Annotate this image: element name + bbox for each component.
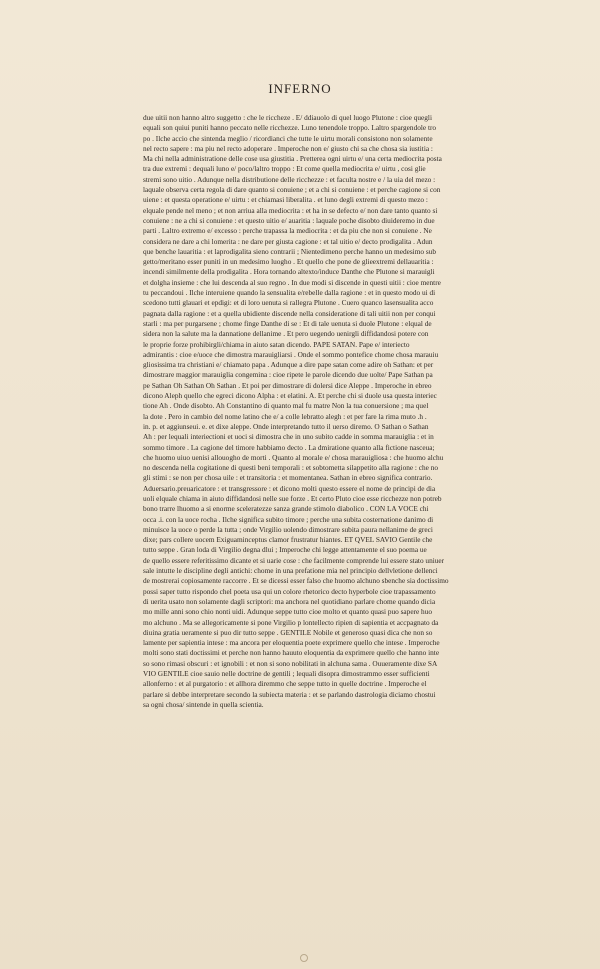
text-line: laquale observa certa regola di dare quanto si conuiene ; et a chi si conuiene : et perche cagione si con xyxy=(143,185,441,195)
text-line: elquale pende nel meno ; et non arriua alla mediocrita : et ha in se defecto e/ non dare tanto quanto si xyxy=(143,205,438,215)
text-line: et dolgha insieme : che lui descenda al suo regno . In due modi si discende in questi uitii : cioe mentre xyxy=(143,277,441,287)
text-line: dixe; pars collere uocem Exiguaminceptus clamor frustratur hiantes. ET QVEL SAVIO Gentile che xyxy=(143,535,433,545)
page-header xyxy=(0,78,600,97)
text-line: bono trarre lhuomo a si enorme sceleratezze sanza grande stimolo diabolico . CON LA VOCE chi xyxy=(143,504,429,514)
text-line: equali son quiui puniti hanno peccato nelle ricchezze. Luno tenendole troppo. Laltro spargendole tro xyxy=(143,123,437,133)
text-line: tu peccandoui . Ilche interuiene quando la sensualita e/rebelle dalla ragione : et in questo modo ui di xyxy=(143,288,436,298)
text-line: in. p. et aggiunseui. e. et dixe aleppe. Onde interpretando tutto il uerso diremo. O Sathan o Sathan xyxy=(143,421,429,431)
text-line: de mostrerai copiosamente raccorre . Et se dicessi esser falso che huomo alchuno sbenche sia doctissimo xyxy=(143,576,449,586)
text-line: Ah : per lequali interiectioni et uoci si dimostra che in uno subito cadde in somma marauiglia : et in xyxy=(143,432,434,442)
text-line: molti sono stati doctissimi et perche non hanno hauuto eloquentia da exprimere quello che hanno inte xyxy=(143,648,440,658)
text-line: diuina gratia ueramente si puo dir tutto seppe . GENTILE Nobile et generoso quasi dica che non so xyxy=(143,627,433,637)
text-line: incendi similmente della prodigalita . Hora tornando altexto/induce Danthe che Plutone si marauigli xyxy=(143,267,435,277)
text-line: la dote . Pero in cambio del nome latino che e/ a colle lebratto alegh : et per fare la rima muto .h . xyxy=(143,411,427,421)
text-line: tione Ah . Onde disobto. Ah Constantino di quanto mal fu matre Non la tua conuersione ; ma quel xyxy=(143,401,429,411)
text-line: possi saper tutto rispondo chel poeta usa qui un colore rhetorico decto hyperbole cioe trapassamento xyxy=(143,586,436,596)
text-line: considera ne dare a chi lomerita : ne dare per giusta cagione : et tal uitio e/ decto prodigalita . Adun xyxy=(143,236,433,246)
text-line: sidera non la salute ma la dannatione dellanime . Et pero uegendo uenirgli diffidandosi potere con xyxy=(143,329,429,339)
text-line: VIO GENTILE cioe sauio nelle doctrine de gentili ; lequali disopra dimostrammo esser sufficienti xyxy=(143,669,430,679)
text-line: due uitii non hanno altro suggetto : che le riccheze . E/ ddiauolo di quel luogo Plutone : cioe quegli xyxy=(143,113,432,122)
text-line: getto/meritano esser puniti in un medesimo luogho . Et quello che pone de glieextremi dellauaritia : xyxy=(143,257,434,267)
text-line: dimostrare maggior marauiglia congemina : cioe ripete le parole dicendo due uolte/ Pape Sathan pa xyxy=(143,370,433,380)
text-line: po . Ilche accio che sintenda meglio / ricordianci che tutte le uirtu morali consistono non solamente xyxy=(143,133,433,143)
running-title: INFERNO xyxy=(268,81,332,96)
text-line: so sono rimasi obscuri : et ignobili : et non si sono nobilitati in alchuna sama . Ouueramente dixe SA xyxy=(143,658,438,668)
text-line: de quello essere referitissimo dicante et si uarie cose : che facilmente comprende lui essere stato uniuer xyxy=(143,555,445,565)
text-line: lamente per sapientia intese : ma ancora per eloquentia poete exprimere quello che intese . Imperoche xyxy=(143,638,440,648)
text-line: parti . Laltro extremo e/ excesso : perche trapassa la mediocrita : et da piu che non si conuiene . Ne xyxy=(143,226,432,236)
text-line: no descenda nella cogitatione di questi beni temporali : et sobtometta silappetito alla ragione : che no xyxy=(143,463,439,473)
text-line: gliosissima tra christiani e/ chiamato papa . Adunque a dire pape satan come adire oh Sathan: et per xyxy=(143,360,434,370)
text-line: Ma chi nella administratione delle cose usa giustitia . Pretterea ogni uirtu e/ una certa mediocrita posta xyxy=(143,154,442,164)
text-line: gli stimi : se non per chosa uile : et transitoria : et momentanea. Sathan in ebreo significa contrario. xyxy=(143,473,433,483)
text-line: sommo timore . La cagione del timore habbiamo decto . La dmiratione quanto alla fictione nasceua; xyxy=(143,442,435,452)
commentary-text-block xyxy=(143,113,535,710)
text-line: minuisce la uoce o perde la tutta ; onde Virgilio uolendo dimostrare subita paura nellanime de greci xyxy=(143,524,433,534)
text-line: mo mille anni sono chio nonti uidi. Adunque seppe tutto cioe molto et quanto quasi puo sapere huo xyxy=(143,607,432,617)
page-stain-mark xyxy=(300,954,308,962)
text-line: occa .i. con la uoce rocha . Ilche significa subito timore ; perche una subita costernatione danimo di xyxy=(143,514,434,524)
text-line: admirantis : cioe e/uoce che dimostra marauigliarsi . Onde el sommo pontefice chome chosa marauiu xyxy=(143,349,439,359)
text-line: sale intutte le discipline degli antichi: chome in una prefatione mia nel principio dellvletione dellenci xyxy=(143,566,438,576)
text-line: di uerita usato non solamente dagli scriptori: ma anchora nel quotidiano parlare chome quando dicia xyxy=(143,596,436,606)
text-line: pagnata dalla ragione : et a quella ubidiente discende nella consideratione di tali uitii non per conqui xyxy=(143,308,436,318)
text-line: uiene : et questa operatione e/ uirtu : et chiamasi liberalita . et luno degli extremi di questo mezo : xyxy=(143,195,428,205)
text-line: scedono tutti glauari et epdigi: et di loro uenuta si rallegra Plutone . Cuero quanco lasensualita acco xyxy=(143,298,434,308)
text-line: uoli elquale chiama in aiuto diffidandosi nelle sue forze . Et certo Pluto cioe esse ricchezze non potreb xyxy=(143,493,442,503)
text-line: allonferno : et al purgatorio : et allhora diremmo che seppe tutto in quelle doctrine . Imperoche el xyxy=(143,679,427,689)
text-line: conuiene : ne a chi si conuiene : et questo uitio e/ auaritia : laquale poche disobto diuideremo in due xyxy=(143,215,435,225)
text-line: sa ogni chosa/ sintende in quella scientia. xyxy=(143,699,264,709)
text-line: le proprie forze prohibirgli/chiama in aiuto satan dicendo. PAPE SATAN. Pape e/ interiecto xyxy=(143,339,410,349)
text-line: starli : ma per purgarsene ; chome finge Danthe di se : Et di tale uenuta si duole Plutone : elqual de xyxy=(143,318,432,328)
text-line: tra due extremi : dequali luno e/ poco/laltro troppo : Et come quella mediocrita e/ uirtu , cosi glie xyxy=(143,164,426,174)
text-line: mo alchuno . Ma se allegoricamente si pone Virgilio p lontellecto ripien di sapientia et accpagnato da xyxy=(143,617,439,627)
text-line: parlare si debbe interpretare secondo la subiecta materia : et se parlando dastrologia diciamo chostui xyxy=(143,689,436,699)
text-line: pe Sathan Oh Sathan Oh Sathan . Et poi per dimostrare di dolersi dice Aleppe . Imperoche in ebreo xyxy=(143,380,432,390)
text-line: stremi sono uitio . Adunque nella distributione delle ricchezze : et faculta nostre e / la uia del mezo : xyxy=(143,174,436,184)
text-line: que benche lauaritia : et laprodigalita sieno contrarii ; Nientedimeno perche hanno un medesimo sub xyxy=(143,246,436,256)
text-line: nel recto sapere : ma piu nel recto adoperare . Imperoche non e/ giusto chi sa che chosa sia iustitia : xyxy=(143,143,433,153)
text-line: che huomo uiuo uenisi allouogho de morti . Quanto al morale e/ chosa marauigliosa : che huomo alchu xyxy=(143,452,444,462)
text-line: Aduersario.preuaricatore : et transgressore : et dicono molti questo essere el nome de principi de dia xyxy=(143,483,436,493)
text-line: tutto seppe . Gran loda di Virgilio degna dlui ; Imperoche chi legge attentamente el suo poema ue xyxy=(143,545,427,555)
text-line: dicono Aleph quello che egreci dicono Alpha : et elatini. A. Et perche chi si duole usa questa interiec xyxy=(143,391,437,401)
